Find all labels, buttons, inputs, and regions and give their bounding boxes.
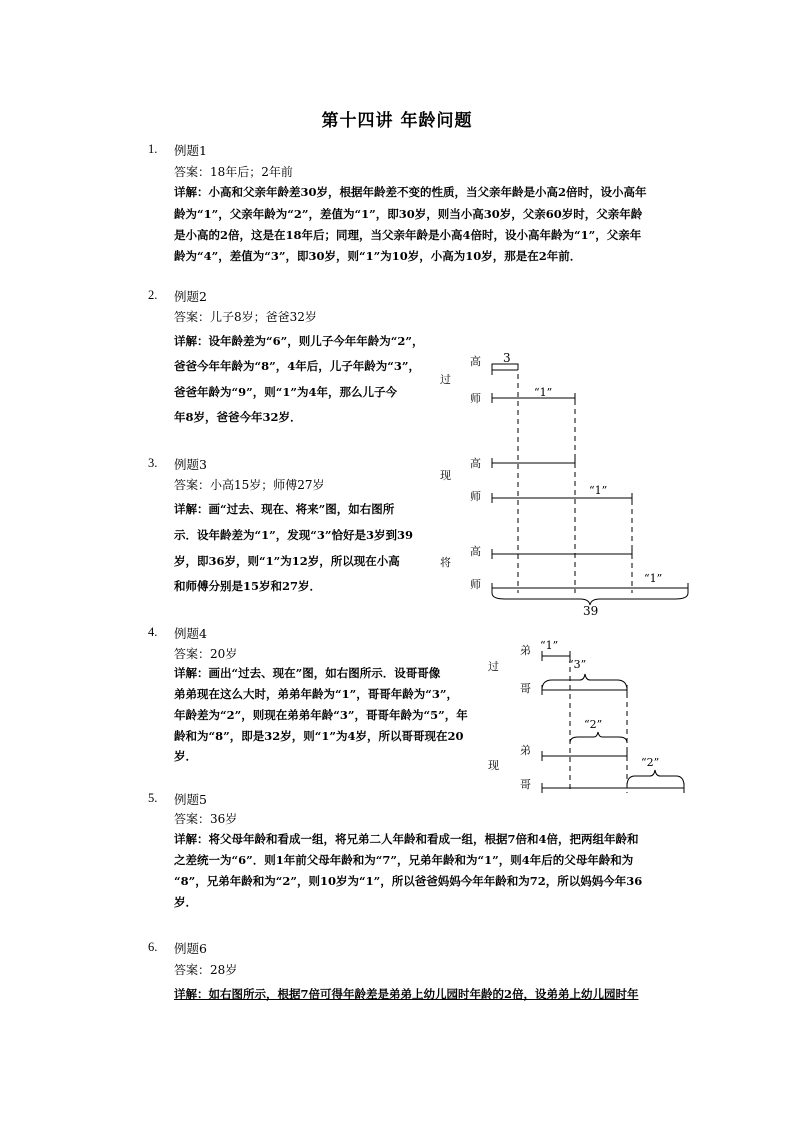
- problem-heading: 例题1: [174, 143, 207, 158]
- explanation-line: 示．设年龄差为“1”，发现“3”恰好是3岁到39: [174, 528, 413, 542]
- explanation-line: 弟弟现在这么大时，弟弟年龄为“1”，哥哥年龄为“3”，: [174, 687, 458, 701]
- explanation-line: 是小高的2倍，这是在18年后；同理，当父亲年龄是小高4倍时，设小高年龄为“1”，父亲年: [174, 228, 642, 242]
- row-label-di: 弟: [520, 744, 531, 757]
- label-one: “1”: [540, 639, 559, 652]
- explanation-line: 岁．: [174, 749, 197, 763]
- explanation-line: 之差统一为“6”．则1年前父母年龄和为“7”，兄弟年龄和为“1”，则4年后的父母年龄和为: [174, 853, 634, 867]
- row-label-gao: 高: [470, 355, 481, 368]
- period-label-past: 过: [440, 373, 451, 386]
- explanation-line: 详解：画出“过去、现在”图，如右图所示．设哥哥像: [174, 666, 441, 680]
- page-title: 第十四讲 年龄问题: [321, 111, 473, 131]
- explanation-line: 详解：将父母年龄和看成一组，将兄弟二人年龄和看成一组，根据7倍和4倍，把两组年龄和: [174, 832, 639, 846]
- explanation-line: 爸爸年龄为“9”，则“1”为4年，那么儿子今: [174, 385, 397, 399]
- explanation-line: 岁，即36岁，则“1”为12岁，所以现在小高: [174, 554, 400, 568]
- explanation-line: 年龄差为“2”，则现在弟弟年龄“3”，哥哥年龄为“5”，年: [174, 708, 468, 722]
- label-3: 3: [503, 351, 511, 365]
- age-diagram-gao-shi: [430, 345, 700, 620]
- explanation-line: 详解：画“过去、现在、将来”图，如右图所: [174, 502, 395, 516]
- row-label-shi: 师: [470, 578, 481, 591]
- period-label-past: 过: [488, 660, 499, 673]
- row-label-shi: 师: [470, 392, 481, 405]
- problem-heading: 例题6: [174, 941, 207, 956]
- explanation-line: 详解：小高和父亲年龄差30岁，根据年龄差不变的性质，当父亲年龄是小高2倍时，设小高年: [174, 185, 647, 199]
- row-label-di: 弟: [520, 644, 531, 657]
- answer-text: 答案：儿子8岁；爸爸32岁: [174, 310, 317, 324]
- explanation-line: “8”，兄弟年龄和为“2”，则10岁为“1”，所以爸爸妈妈今年年龄和为72，所以妈妈今年36: [174, 874, 643, 888]
- brace-three: [542, 674, 627, 690]
- explanation-line: 龄为“1”，父亲年龄为“2”，差值为“1”，即30岁，则当小高30岁，父亲60岁时，父亲年龄: [174, 207, 643, 221]
- problem-number: 4.: [148, 625, 158, 639]
- label-39: 39: [583, 604, 599, 618]
- explanation-line: 和师傅分别是15岁和27岁．: [174, 579, 322, 593]
- period-label-now: 现: [440, 469, 451, 482]
- label-one: “1”: [589, 484, 608, 497]
- answer-text: 答案：小高15岁；师傅27岁: [174, 478, 325, 492]
- explanation-line: 详解：设年龄差为“6”，则儿子今年年龄为“2”，: [174, 334, 424, 348]
- problem-number: 2.: [148, 288, 158, 302]
- problem-number: 3.: [148, 456, 158, 470]
- explanation-line: 爸爸今年年龄为“8”，4年后，儿子年龄为“3”，: [174, 359, 420, 373]
- period-label-now: 现: [488, 759, 499, 772]
- explanation-line: 龄和为“8”，即是32岁，则“1”为4岁，所以哥哥现在20: [174, 729, 464, 743]
- explanation-line: 岁．: [174, 895, 197, 909]
- row-label-shi: 师: [470, 490, 481, 503]
- age-diagram-di-ge: [480, 638, 690, 798]
- explanation-line: 龄为“4”，差值为“3”，即30岁，则“1”为10岁，小高为10岁，那是在2年前．: [174, 249, 582, 263]
- row-label-ge: 哥: [520, 778, 531, 791]
- brace-two: [570, 732, 627, 743]
- label-one: “1”: [534, 386, 553, 399]
- answer-text: 答案：36岁: [174, 812, 238, 826]
- label-two: “2”: [584, 718, 603, 731]
- explanation-line: 年8岁，爸爸今年32岁．: [174, 410, 302, 424]
- brace-two: [627, 770, 684, 786]
- problem-number: 5.: [148, 791, 158, 805]
- problem-heading: 例题4: [174, 626, 207, 641]
- row-label-gao: 高: [470, 457, 481, 470]
- label-two: “2”: [641, 756, 660, 769]
- problem-heading: 例题3: [174, 457, 207, 472]
- answer-text: 答案：18年后；2年前: [174, 165, 293, 179]
- row-label-ge: 哥: [520, 682, 531, 695]
- answer-text: 答案：28岁: [174, 963, 238, 977]
- row-label-gao: 高: [470, 545, 481, 558]
- problem-number: 1.: [148, 142, 158, 156]
- answer-text: 答案：20岁: [174, 647, 238, 661]
- problem-number: 6.: [148, 940, 158, 954]
- explanation-line: 详解：如右图所示，根据7倍可得年龄差是弟弟上幼儿园时年龄的2倍，设弟弟上幼儿园时年: [174, 987, 639, 1001]
- label-one: “1”: [644, 572, 663, 585]
- problem-heading: 例题5: [174, 792, 207, 807]
- label-three: “3”: [568, 658, 587, 671]
- period-label-future: 将: [440, 556, 451, 569]
- problem-heading: 例题2: [174, 289, 207, 304]
